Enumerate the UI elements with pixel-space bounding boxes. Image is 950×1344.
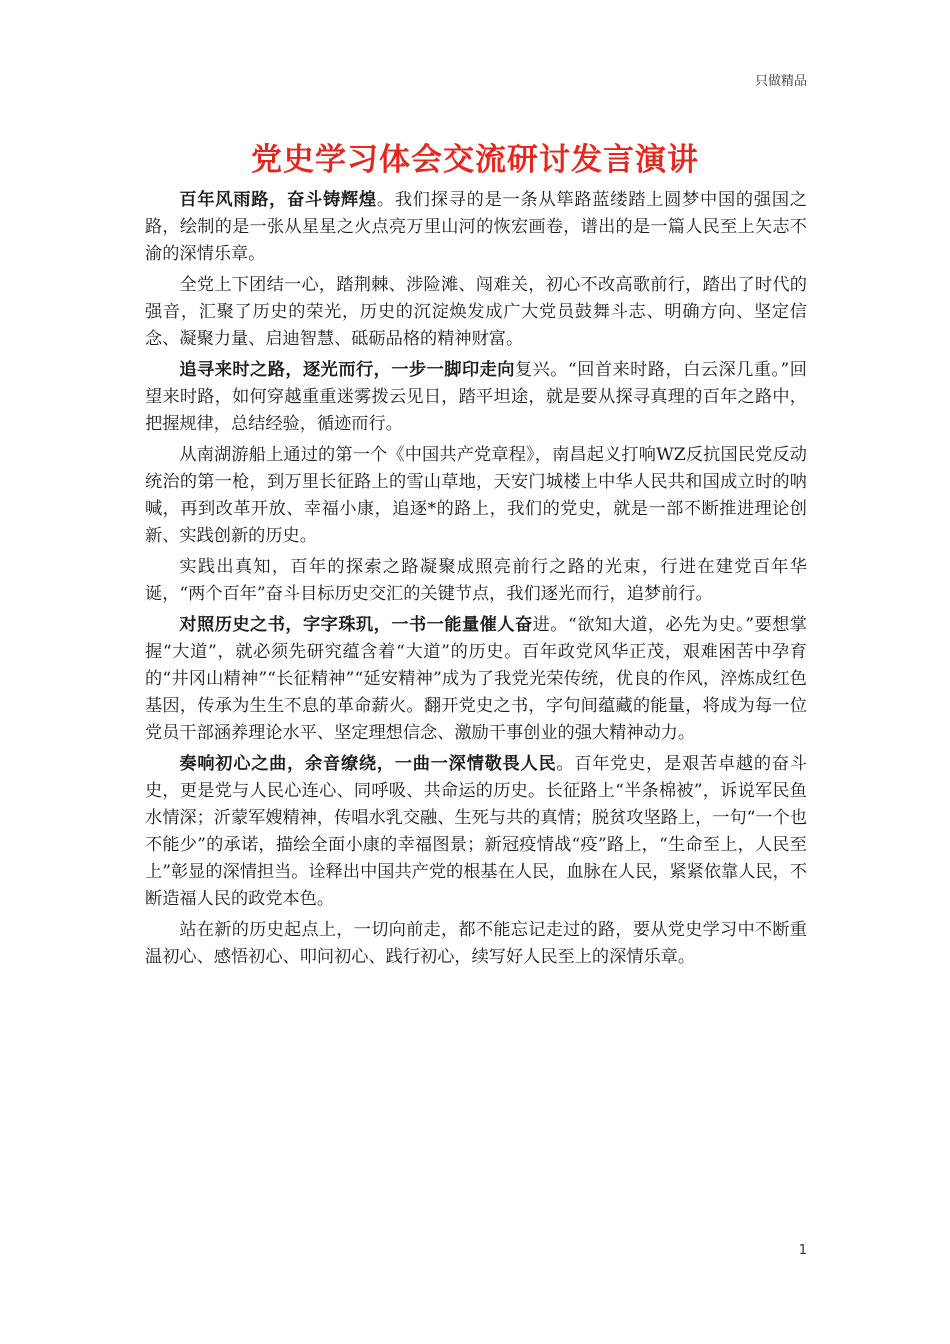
page-number: 1 [798,1243,807,1258]
header-note: 只做精品 [754,74,807,89]
paragraph-text: 站在新的历史起点上，一切向前走，都不能忘记走过的路，要从党史学习中不断重温初心、感悟初心、叩问初心、践行初心，续写好人民至上的深情乐章。 [145,920,807,967]
document-title: 党史学习体会交流研讨发言演讲 [251,142,699,178]
paragraph-text: 进。“欲知大道，必先为史。”要想掌握“大道”，就必须先研究蕴含着“大道”的历史。百年政党风华正茂，艰难困苦中孕育的“井冈山精神”“长征精神”“延安精神”成为了我党光荣传统，优良的作风，淬炼成红色基因，传承为生生不息的革命薪火。翻开党史之书，字句间蕴藏的能量，将成为每一位党员干部涵养理论水平、坚定理想信念、激励干事创业的强大精神动力。 [145,615,807,743]
paragraph-2 [145,272,807,353]
paragraph-4 [145,442,807,550]
document-body [145,187,807,975]
paragraph-text: 复兴。“回首来时路，白云深几重。”回望来时路，如何穿越重重迷雾拨云见日，踏平坦途，就是要从探寻真理的百年之路中，把握规律，总结经验，循迹而行。 [145,360,807,434]
paragraph-8 [145,917,807,971]
paragraph-lead: 对照历史之书，字字珠玑，一书一能量催人奋 [179,615,533,635]
paragraph-text: 实践出真知，百年的探索之路凝聚成照亮前行之路的光束，行进在建党百年华诞，“两个百年”奋斗目标历史交汇的关键节点，我们逐光而行，追梦前行。 [145,557,807,604]
paragraph-3 [145,357,807,438]
paragraph-text: 。我们探寻的是一条从筚路蓝缕踏上圆梦中国的强国之路，绘制的是一张从星星之火点亮万里山河的恢宏画卷，谱出的是一篇人民至上矢志不渝的深情乐章。 [145,190,807,264]
paragraph-lead: 追寻来时之路，逐光而行，一步一脚印走向 [179,360,515,380]
paragraph-lead: 百年风雨路，奋斗铸辉煌 [179,190,377,210]
paragraph-6 [145,612,807,747]
paragraph-lead: 奏响初心之曲，余音缭绕，一曲一深情敬畏人民 [179,754,557,774]
paragraph-5 [145,554,807,608]
paragraph-7 [145,751,807,913]
paragraph-text: 全党上下团结一心，踏荆棘、涉险滩、闯难关，初心不改高歌前行，踏出了时代的强音，汇聚了历史的荣光，历史的沉淀焕发成广大党员鼓舞斗志、明确方向、坚定信念、凝聚力量、启迪智慧、砥砺品格的精神财富。 [145,275,807,349]
paragraph-text: 。百年党史，是艰苦卓越的奋斗史，更是党与人民心连心、同呼吸、共命运的历史。长征路上“半条棉被”，诉说军民鱼水情深；沂蒙军嫂精神，传唱水乳交融、生死与共的真情；脱贫攻坚路上，一句“一个也不能少”的承诺，描绘全面小康的幸福图景；新冠疫情战“疫”路上，“生命至上，人民至上”彰显的深情担当。诠释出中国共产党的根基在人民，血脉在人民，紧紧依靠人民，不断造福人民的政党本色。 [145,754,807,909]
paragraph-1 [145,187,807,268]
paragraph-text: 从南湖游船上通过的第一个《中国共产党章程》，南昌起义打响WZ反抗国民党反动统治的第一枪，到万里长征路上的雪山草地，天安门城楼上中华人民共和国成立时的呐喊，再到改革开放、幸福小康，追逐*的路上，我们的党史，就是一部不断推进理论创新、实践创新的历史。 [145,445,807,546]
